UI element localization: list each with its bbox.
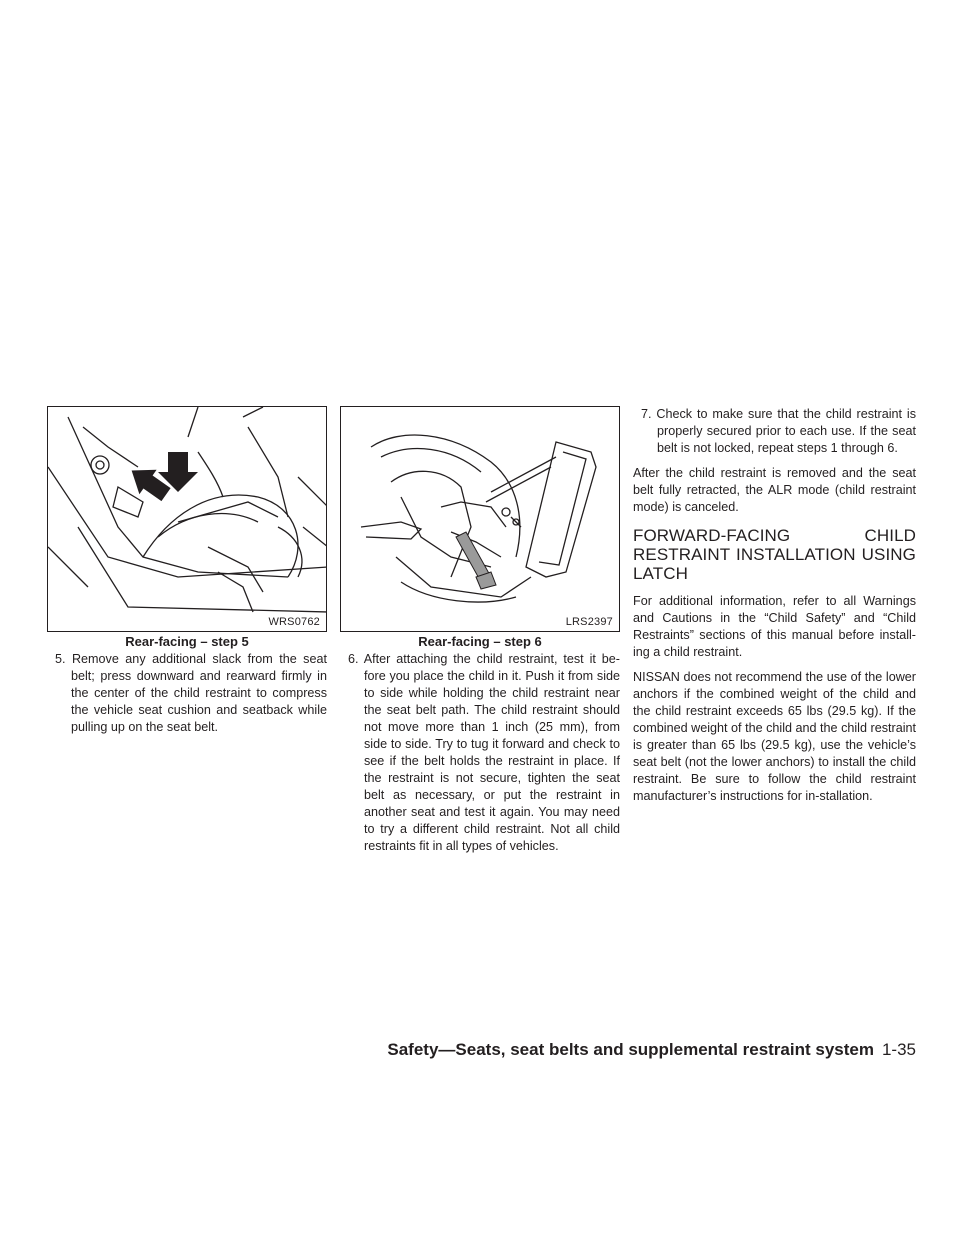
figure-caption: Rear-facing – step 6 — [418, 634, 542, 649]
column-left — [47, 651, 327, 736]
figure-rear-facing-step-6 — [340, 406, 620, 632]
illustration-child-restraint-test — [341, 407, 620, 632]
figure-code: WRS0762 — [268, 616, 320, 628]
illustration-seat-belt-press — [48, 407, 327, 632]
footer-section-title: Safety—Seats, seat belts and supplemental restraint system — [387, 1040, 874, 1059]
column-right — [633, 406, 916, 813]
column-middle — [340, 651, 620, 855]
figure-code: LRS2397 — [565, 616, 613, 628]
step-6-text: 6. After attaching the child restraint, test it be-fore you place the child in it. Push it from side to side while holding the child restraint near the seat belt path. The child restraint should not move more than 1 inch (25 mm), from side to side. Try to tug it forward and check to see if the belt holds the restraint in place. If the restraint is not secure, tighten the seat belt as necessary, or put the restraint in another seat and test it again. You may need to try a different child restraint. Not all child restraints fit in all types of vehicles. — [348, 652, 620, 853]
figure-rear-facing-step-5 — [47, 406, 327, 632]
lower-anchors-paragraph: NISSAN does not recommend the use of the lower anchors if the combined weight of the child and the child restraint exceeds 65 lbs (29.5 kg). If the combined weight of the child and the child restraint is greater than 65 lbs (29.5 kg), use the vehicle’s seat belt (not the lower anchors) to install the child restraint. Be sure to follow the child restraint manufacturer’s instructions for in-stallation. — [633, 670, 916, 803]
additional-info-paragraph: For additional information, refer to all Warnings and Cautions in the “Child Safety” and “Child Restraints” sections of this manual before install-ing a child restraint. — [633, 594, 916, 659]
page-footer — [387, 1040, 916, 1060]
step-5-text: 5. Remove any additional slack from the seat belt; press downward and rearward firmly in the center of the child restraint to compress the vehicle seat cushion and seatback while pulling up on the seat belt. — [55, 652, 327, 734]
section-heading: FORWARD-FACING CHILD RESTRAINT INSTALLATION USING LATCH — [633, 526, 916, 583]
alr-cancel-text: After the child restraint is removed and the seat belt fully retracted, the ALR mode (child restraint mode) is canceled. — [633, 466, 916, 514]
figure-caption: Rear-facing – step 5 — [125, 634, 249, 649]
step-7-text: 7. Check to make sure that the child restraint is properly secured prior to each use. If the seat belt is not locked, repeat steps 1 through 6. — [641, 407, 916, 455]
page-number: 1-35 — [881, 1040, 916, 1059]
